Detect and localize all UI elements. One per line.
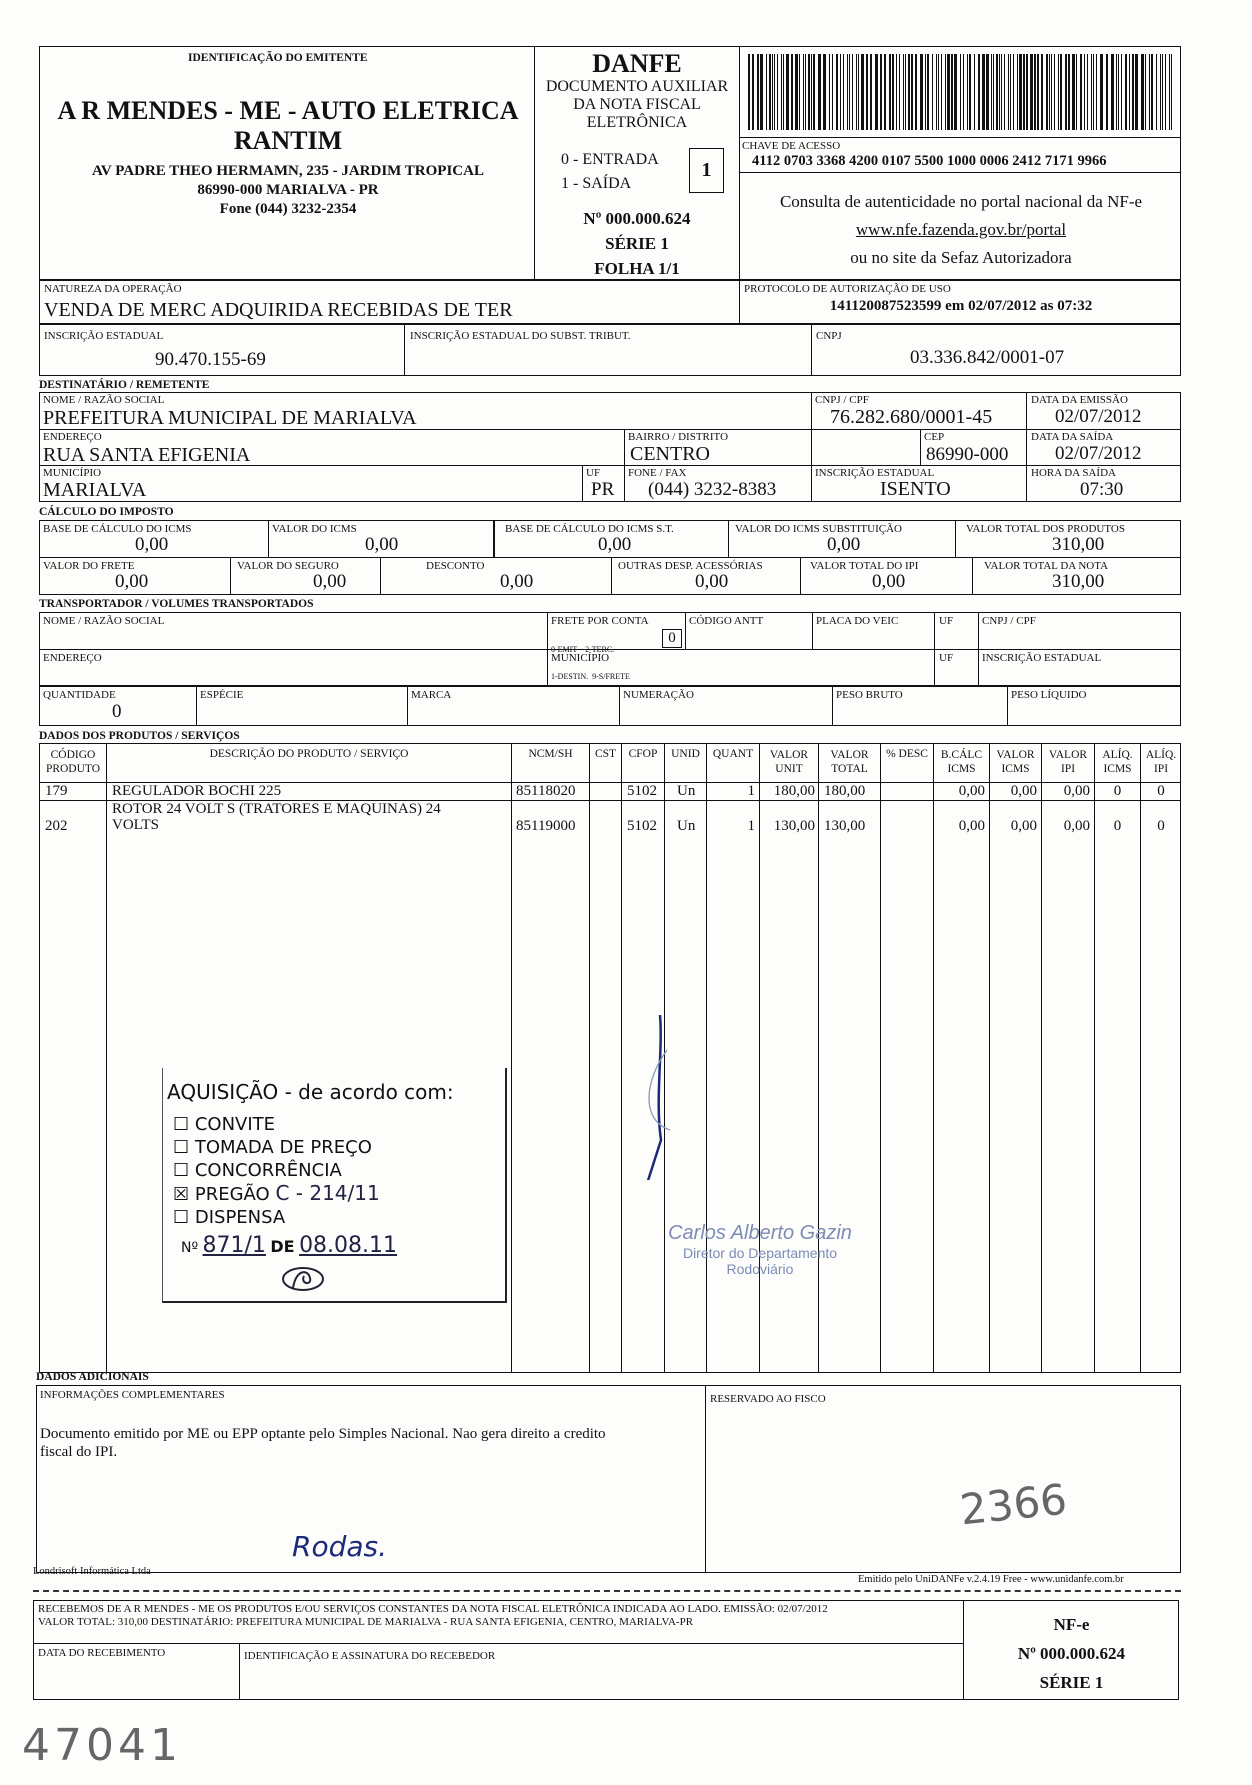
barcode-bar (884, 54, 886, 130)
page-handwritten-number: 47041 (22, 1720, 182, 1771)
barcode-bar (856, 54, 857, 130)
canhoto-nfe: NF-e Nº 000.000.624 SÉRIE 1 (1017, 1615, 1126, 1692)
barcode-bar (1093, 54, 1094, 130)
dest-emissao: 02/07/2012 (1055, 406, 1142, 427)
barcode-bar (1156, 54, 1157, 130)
barcode-bar (1023, 54, 1025, 130)
ie-value: 90.470.155-69 (155, 349, 266, 370)
total-produtos: 310,00 (1052, 534, 1105, 555)
pregao-handwritten: C - 214/11 (275, 1181, 380, 1205)
barcode-bar (781, 54, 782, 130)
barcode-bar (1111, 54, 1114, 130)
barcode-bar (813, 54, 815, 130)
barcode-bar (836, 54, 838, 130)
barcode-bar (1096, 54, 1097, 130)
barcode-bar (752, 54, 754, 130)
barcode-bar (1001, 54, 1002, 130)
barcode (748, 54, 1172, 130)
barcode-bar (999, 54, 1000, 130)
barcode-bar (947, 54, 950, 130)
barcode-bar (1080, 54, 1082, 130)
barcode-bar (777, 54, 778, 130)
barcode-bar (849, 54, 850, 130)
barcode-bar (954, 54, 957, 130)
barcode-bar (1065, 54, 1067, 130)
barcode-bar (1171, 54, 1172, 130)
barcode-bar (1169, 54, 1170, 130)
barcode-bar (832, 54, 833, 130)
cnpj-value: 03.336.842/0001-07 (910, 347, 1065, 368)
barcode-bar (925, 54, 926, 130)
barcode-bar (783, 54, 784, 130)
reservado-fisco-box (705, 1385, 1181, 1573)
portal-link[interactable]: www.nfe.fazenda.gov.br/portal (855, 220, 1067, 239)
barcode-bar (1106, 54, 1108, 130)
barcode-bar (1030, 54, 1033, 130)
barcode-bar (766, 54, 767, 130)
barcode-bar (974, 54, 975, 130)
barcode-bar (908, 54, 910, 130)
barcode-bar (911, 54, 913, 130)
barcode-bar (1049, 54, 1050, 130)
barcode-bar (818, 54, 821, 130)
barcode-bar (932, 54, 933, 130)
dest-uf: PR (591, 479, 615, 500)
frete-box: 0 (662, 629, 682, 648)
dest-cep: 86990-000 (926, 444, 1009, 465)
barcode-bar (786, 54, 789, 130)
barcode-bar (1026, 54, 1028, 130)
barcode-bar (769, 54, 771, 130)
barcode-bar (991, 54, 992, 130)
barcode-bar (1068, 54, 1070, 130)
barcode-bar (843, 54, 844, 130)
barcode-bar (1058, 54, 1059, 130)
barcode-bar (875, 54, 878, 130)
barcode-bar (1135, 54, 1138, 130)
stamp-date-handwritten: 08.08.11 (299, 1233, 398, 1258)
barcode-bar (1162, 54, 1163, 130)
emitente-label: IDENTIFICAÇÃO DO EMITENTE (188, 52, 368, 64)
dest-cnpj: 76.282.680/0001-45 (830, 406, 993, 428)
barcode-bar (986, 54, 989, 130)
barcode-bar (1072, 54, 1075, 130)
barcode-bar (915, 54, 917, 130)
barcode-bar (861, 54, 864, 130)
barcode-bar (969, 54, 971, 130)
barcode-bar (1034, 54, 1036, 130)
barcode-bar (1129, 54, 1130, 130)
barcode-bar (1141, 54, 1144, 130)
barcode-bar (1076, 54, 1077, 130)
cut-line (33, 1590, 1181, 1592)
barcode-bar (866, 54, 868, 130)
barcode-bar (811, 54, 812, 130)
barcode-bar (1060, 54, 1062, 130)
barcode-bar (899, 54, 900, 130)
department-stamp: Carlos Alberto Gazin Diretor do Departamento Rodoviário (668, 1222, 852, 1277)
danfe-tipo-box: 1 (689, 148, 724, 193)
dest-hora: 07:30 (1080, 479, 1124, 500)
barcode-bar (808, 54, 810, 130)
dest-bairro: CENTRO (630, 443, 710, 465)
barcode-bar (823, 54, 826, 130)
barcode-bar (791, 54, 793, 130)
danfe-numero: Nº 000.000.624 SÉRIE 1 FOLHA 1/1 (583, 209, 691, 278)
danfe-tipo-labels: 0 - ENTRADA 1 - SAÍDA (561, 151, 659, 192)
barcode-bar (1116, 54, 1117, 130)
barcode-bar (795, 54, 798, 130)
barcode-bar (941, 54, 942, 130)
emitente-name: A R MENDES - ME - AUTO ELETRICA RANTIM (57, 96, 519, 155)
barcode-bar (1160, 54, 1161, 130)
barcode-bar (892, 54, 894, 130)
barcode-bar (840, 54, 841, 130)
barcode-bar (996, 54, 998, 130)
barcode-bar (889, 54, 891, 130)
barcode-bar (1051, 54, 1052, 130)
dest-fone: (044) 3232-8383 (648, 479, 777, 500)
barcode-bar (870, 54, 872, 130)
barcode-bar (1125, 54, 1127, 130)
dest-municipio: MARIALVA (43, 479, 147, 501)
barcode-bar (757, 54, 759, 130)
canhoto-text: RECEBEMOS DE A R MENDES - ME OS PRODUTOS E/OU SERVIÇOS CONSTANTES DA NOTA FISCAL ELETRÔNICA INDICADA AO LADO. EMISSÃO: 02/07/2012 VALOR TOTAL: 310,00 DESTINATÁRIO: PREFEITURA MUNICIPAL DE MARIALVA - RUA SANTA EFIGENIA, CENTRO, MARIALVA-PR (38, 1603, 828, 1628)
barcode-bar (760, 54, 763, 130)
barcode-bar (945, 54, 946, 130)
barcode-bar (1013, 54, 1014, 130)
barcode-bar (1149, 54, 1150, 130)
barcode-bar (982, 54, 985, 130)
barcode-bar (1084, 54, 1085, 130)
barcode-bar (1151, 54, 1153, 130)
barcode-bar (951, 54, 953, 130)
barcode-bar (1041, 54, 1043, 130)
danfe-block: DANFE DOCUMENTO AUXILIAR DA NOTA FISCAL ELETRÔNICA (536, 50, 738, 132)
barcode-bar (938, 54, 939, 130)
dest-saida: 02/07/2012 (1055, 443, 1142, 464)
barcode-bar (880, 54, 882, 130)
barcode-bar (903, 54, 904, 130)
dest-endereco: RUA SANTA EFIGENIA (43, 444, 251, 466)
consulta-text: Consulta de autenticidade no portal nacional da NF-e www.nfe.fazenda.gov.br/portal ou no site da Sefaz Autorizadora (741, 188, 1181, 272)
barcode-bar (1019, 54, 1022, 130)
barcode-bar (1165, 54, 1166, 130)
dest-ie: ISENTO (880, 478, 951, 500)
initials-mark (278, 1264, 328, 1294)
barcode-bar (774, 54, 775, 130)
barcode-bar (1037, 54, 1039, 130)
barcode-bar (847, 54, 848, 130)
stamp-number-handwritten: 871/1 (202, 1233, 266, 1258)
aquisicao-stamp: AQUISIÇÃO - de acordo com: ☐ CONVITE ☐ TOMADA DE PREÇO ☐ CONCORRÊNCIA ☒ PREGÃO C - 214/11 ☐ DISPENSA Nº 871/1 DE 08.08.11 (162, 1068, 507, 1303)
barcode-bar (852, 54, 853, 130)
barcode-bar (1145, 54, 1146, 130)
barcode-bar (936, 54, 937, 130)
barcode-bar (1004, 54, 1005, 130)
barcode-bar (805, 54, 806, 130)
barcode-bar (1091, 54, 1092, 130)
barcode-bar (829, 54, 830, 130)
barcode-bar (1008, 54, 1009, 130)
barcode-bar (1132, 54, 1134, 130)
barcode-bar (858, 54, 859, 130)
barcode-bar (960, 54, 961, 130)
barcode-bar (905, 54, 906, 130)
barcode-bar (1087, 54, 1088, 130)
emitente-address: AV PADRE THEO HERMAMN, 235 - JARDIM TROPICAL 86990-000 MARIALVA - PR Fone (044) 3232-2354 (92, 163, 484, 217)
danfe-title: DANFE (592, 49, 682, 78)
barcode-bar (799, 54, 800, 130)
barcode-bar (963, 54, 964, 130)
barcode-bar (920, 54, 923, 130)
barcode-bar (896, 54, 897, 130)
barcode-bar (967, 54, 968, 130)
dest-nome: PREFEITURA MUNICIPAL DE MARIALVA (43, 407, 417, 429)
barcode-bar (1100, 54, 1103, 130)
chave-label: CHAVE DE ACESSO (742, 140, 841, 152)
barcode-bar (803, 54, 804, 130)
barcode-bar (1121, 54, 1122, 130)
info-complementares: Documento emitido por ME ou EPP optante pelo Simples Nacional. Nao gera direito a credito fiscal do IPI. (40, 1426, 606, 1460)
barcode-bar (772, 54, 773, 130)
protocolo-value: 141120087523599 em 02/07/2012 as 07:32 (829, 298, 1093, 314)
barcode-bar (978, 54, 980, 130)
handwritten-signature: Rodas. (292, 1530, 388, 1563)
signature-scribble (585, 1010, 765, 1180)
barcode-bar (927, 54, 929, 130)
barcode-bar (993, 54, 994, 130)
barcode-bar (748, 54, 750, 130)
barcode-bar (1017, 54, 1018, 130)
handwritten-2366: 2366 (957, 1474, 1070, 1535)
chave-value: 4112 0703 3368 4200 0107 5500 1000 0006 2412 7171 9966 (752, 153, 1107, 169)
barcode-bar (1010, 54, 1011, 130)
natureza-value: VENDA DE MERC ADQUIRIDA RECEBIDAS DE TER (44, 299, 513, 321)
barcode-bar (1046, 54, 1048, 130)
barcode-bar (1118, 54, 1119, 130)
barcode-bar (1054, 54, 1055, 130)
total-nota: 310,00 (1052, 571, 1105, 592)
